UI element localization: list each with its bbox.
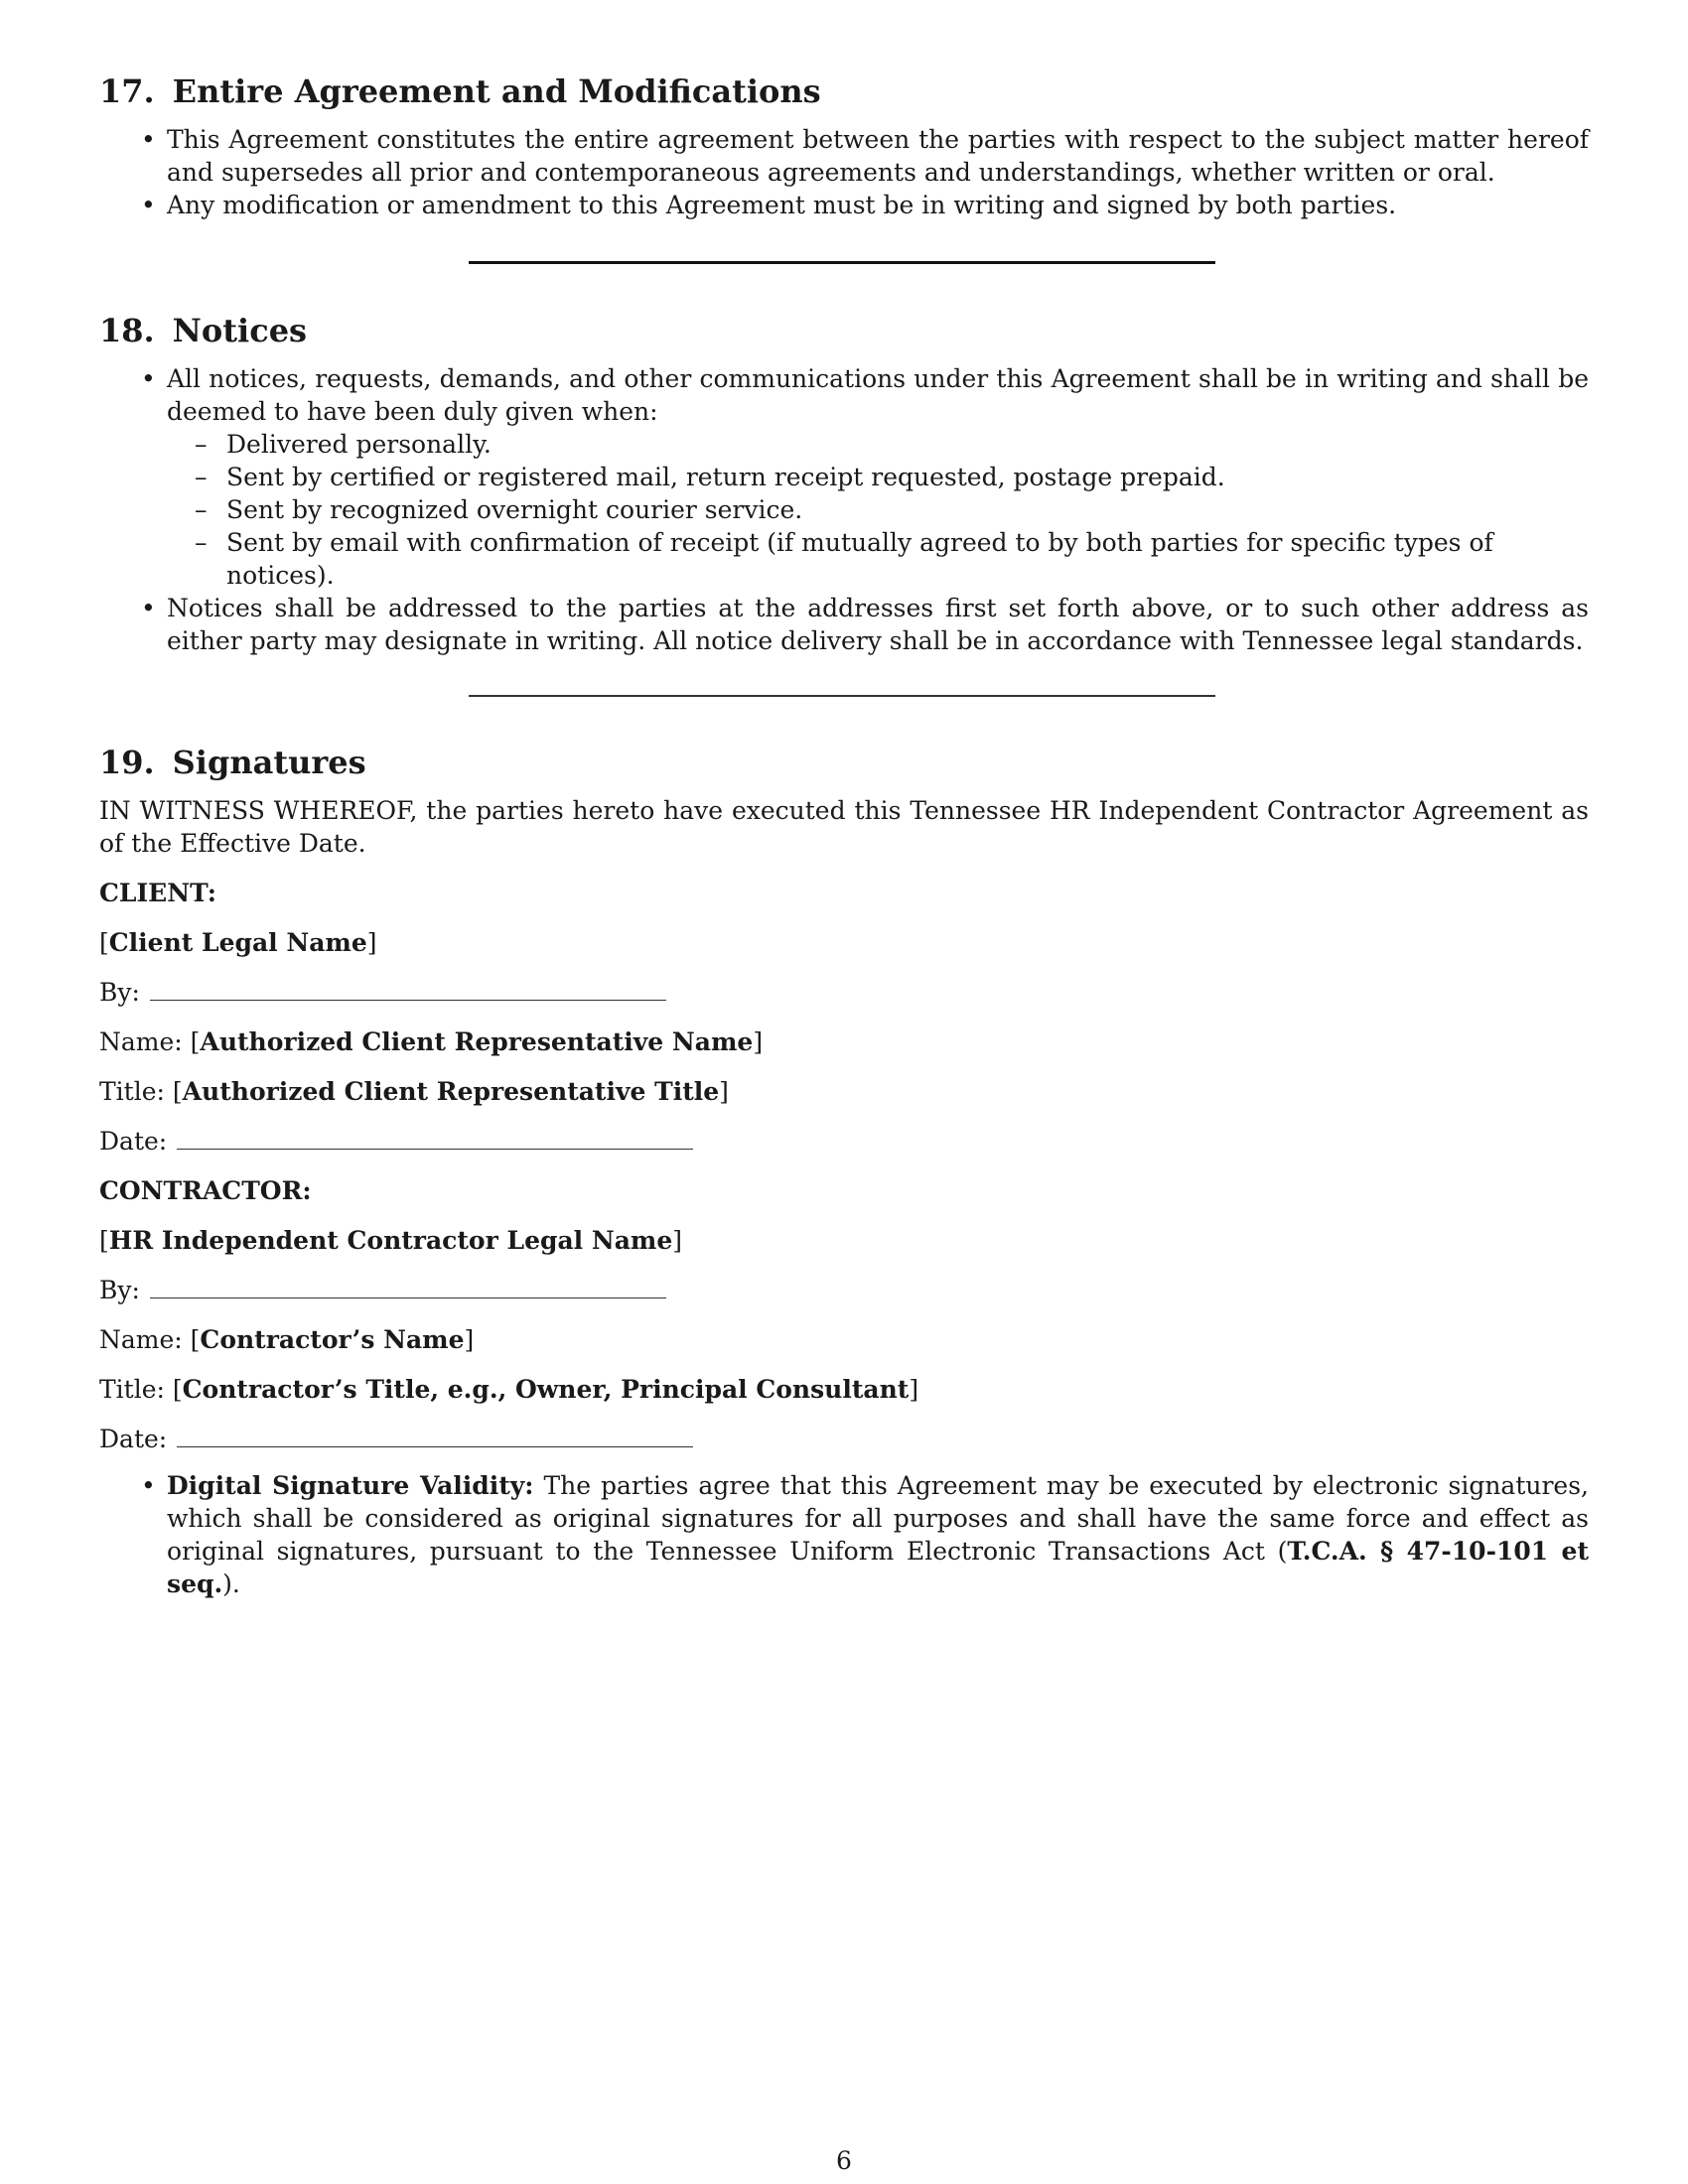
- client-by-line: By:: [99, 976, 1589, 1009]
- page-number: 6: [836, 2146, 852, 2175]
- section-17-heading: [99, 69, 1589, 113]
- section-number: 19.: [99, 744, 155, 781]
- notice-method: – Delivered personally.: [226, 428, 1589, 461]
- notice-intro: All notices, requests, demands, and other communications under this Agreement shall be in writing and shall be deemed to have been duly given when:: [167, 364, 1589, 426]
- section-18-heading: [99, 309, 1589, 352]
- section-divider: [469, 695, 1215, 697]
- client-heading: CLIENT:: [99, 879, 217, 907]
- digital-signature-clause: • Digital Signature Validity: The parties agree that this Agreement may be executed by electronic signatures, which shall be considered as original signatures for all purposes and shall have the same force and effect as original signatures, pursuant to the Tennessee Uniform Electronic Transactions Act (T.C.A. § 47-10-101 et seq.).: [167, 1469, 1589, 1600]
- digital-signature-list: [99, 1469, 1589, 1600]
- list-item: • Any modification or amendment to this Agreement must be in writing and signed by both parties.: [167, 189, 1589, 221]
- notice-methods: [167, 428, 1589, 592]
- witness-clause: IN WITNESS WHEREOF, the parties hereto have executed this Tennessee HR Independent Contractor Agreement as of the Effective Date.: [99, 796, 1589, 858]
- contractor-date-line: Date:: [99, 1423, 1589, 1455]
- section-title: Notices: [172, 312, 308, 349]
- section-title: Entire Agreement and Modifications: [172, 72, 821, 110]
- client-date-field[interactable]: [177, 1131, 693, 1150]
- client-date-line: Date:: [99, 1125, 1589, 1158]
- section-number: 18.: [99, 312, 155, 349]
- contractor-legal-name: [HR Independent Contractor Legal Name]: [99, 1226, 683, 1255]
- list-item: [167, 362, 1589, 592]
- contractor-name-line: Name: [Contractor’s Name]: [99, 1325, 475, 1354]
- notice-method: – Sent by email with confirmation of receipt (if mutually agreed to by both parties for specific types of notices).: [226, 526, 1589, 592]
- contractor-by-line: By:: [99, 1274, 1589, 1306]
- list-item: • Notices shall be addressed to the parties at the addresses first set forth above, or to such other address as either party may designate in writing. All notice delivery shall be in accordance with Tennessee legal standards.: [167, 592, 1589, 657]
- contractor-heading: CONTRACTOR:: [99, 1176, 312, 1205]
- section-number: 17.: [99, 72, 155, 110]
- notice-method: – Sent by certified or registered mail, return receipt requested, postage prepaid.: [226, 461, 1589, 493]
- section-17-list: [99, 123, 1589, 221]
- notice-method: – Sent by recognized overnight courier service.: [226, 493, 1589, 526]
- document-page: [99, 69, 1589, 1600]
- client-title-line: Title: [Authorized Client Representative Title]: [99, 1077, 729, 1106]
- client-name-line: Name: [Authorized Client Representative Name]: [99, 1027, 764, 1056]
- section-title: Signatures: [172, 744, 366, 781]
- section-divider: [469, 261, 1215, 264]
- list-item: • This Agreement constitutes the entire agreement between the parties with respect to the subject matter hereof and supersedes all prior and contemporaneous agreements and understandings, whether written or oral.: [167, 123, 1589, 189]
- section-18-list: [99, 362, 1589, 657]
- contractor-date-field[interactable]: [177, 1429, 693, 1447]
- client-legal-name: [Client Legal Name]: [99, 928, 377, 957]
- client-signature-field[interactable]: [150, 982, 666, 1001]
- contractor-signature-field[interactable]: [150, 1280, 666, 1298]
- section-19-heading: [99, 741, 1589, 784]
- contractor-title-line: Title: [Contractor’s Title, e.g., Owner, Principal Consultant]: [99, 1375, 919, 1404]
